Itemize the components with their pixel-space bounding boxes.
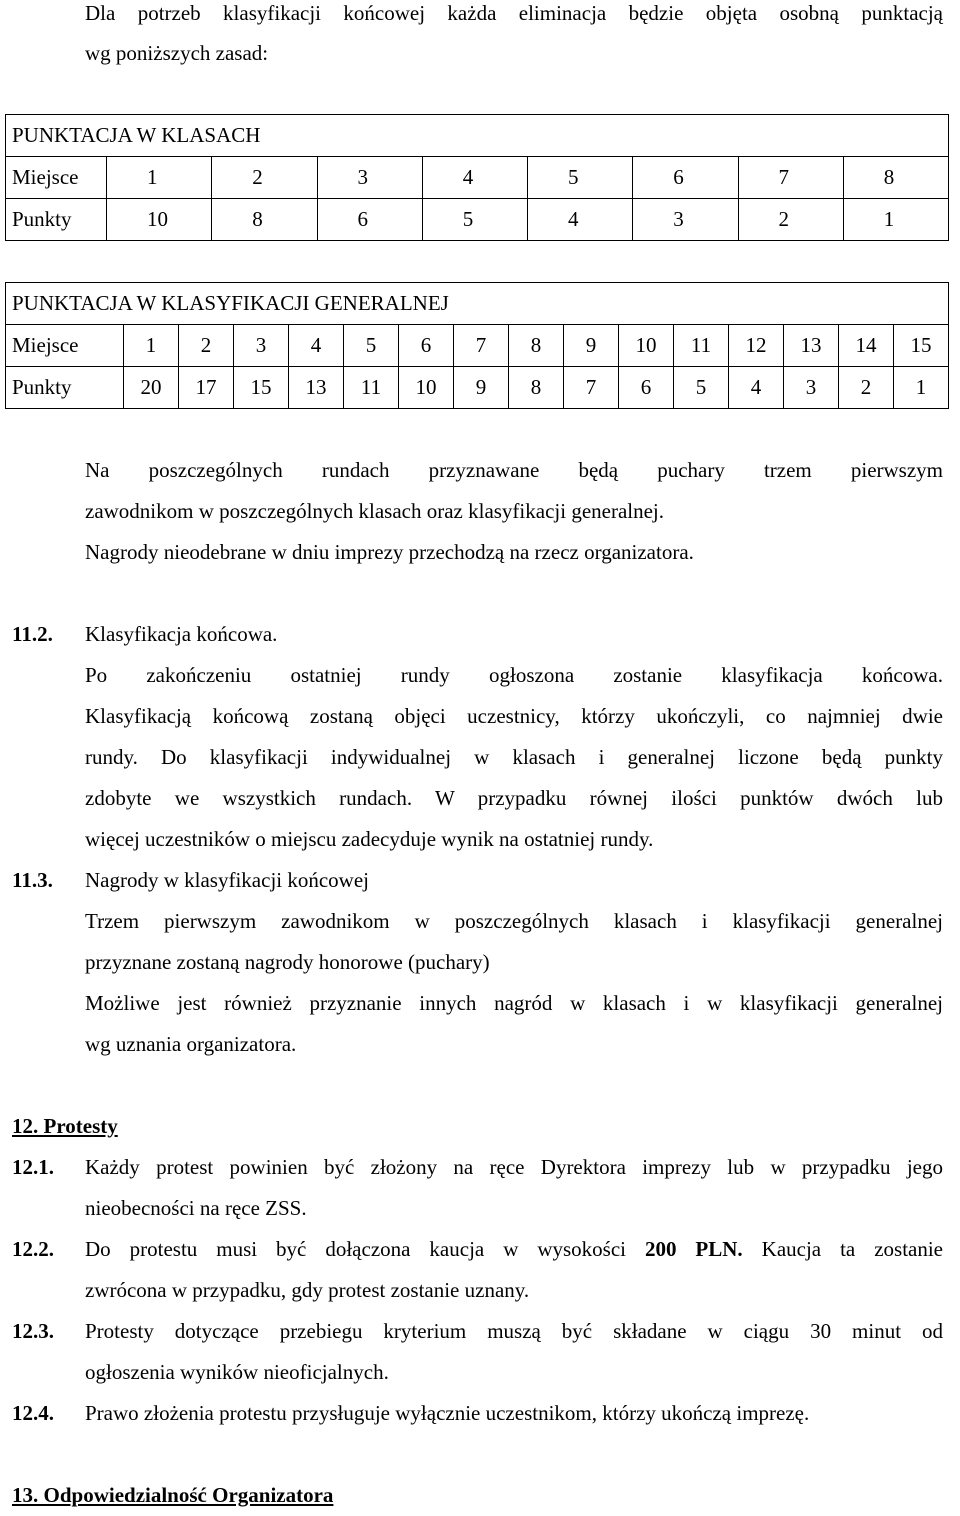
intro-line-2: wg poniższych zasad:	[85, 41, 269, 65]
table-cell: 5	[422, 199, 527, 241]
table-cell: 8	[212, 199, 317, 241]
table-cell: 7	[564, 367, 619, 409]
s12-3-line-1: Protesty dotyczące przebiegu kryterium muszą być składane w ciągu 30 minut od	[85, 1319, 943, 1343]
table-cell: 3	[633, 199, 738, 241]
table-cell: 2	[738, 199, 843, 241]
cups-line-1: Na poszczególnych rundach przyznawane będą puchary trzem pierwszym	[85, 458, 943, 482]
table-cell: 6	[633, 157, 738, 199]
intro-line-1: Dla potrzeb klasyfikacji końcowej każda eliminacja będzie objęta osobną punktacją	[85, 1, 943, 25]
section-heading: Nagrody w klasyfikacji końcowej	[85, 868, 370, 892]
table-cell: 5	[674, 367, 729, 409]
table-title-row	[6, 115, 949, 157]
table-cell: 11	[344, 367, 399, 409]
table-row	[6, 157, 949, 199]
table-cell: 3	[317, 157, 422, 199]
item-number: 12.3.	[12, 1319, 54, 1343]
s12-3-line-2: ogłoszenia wyników nieoficjalnych.	[85, 1360, 389, 1384]
row-label: Miejsce	[6, 157, 107, 199]
table-cell: 2	[212, 157, 317, 199]
table-row	[6, 367, 949, 409]
table-cell: 3	[234, 325, 289, 367]
table-cell: 7	[454, 325, 509, 367]
table-cell: 6	[619, 367, 674, 409]
s11-2-line-3: rundy. Do klasyfikacji indywidualnej w klasach i generalnej liczone będą punkty	[85, 745, 943, 769]
table-title: PUNKTACJA W KLASACH	[6, 115, 949, 157]
table-cell: 8	[843, 157, 948, 199]
s11-2-line-4: zdobyte we wszystkich rundach. W przypadku równej ilości punktów dwóch lub	[85, 786, 943, 810]
table-cell: 8	[509, 325, 564, 367]
table-cell: 1	[843, 199, 948, 241]
item-number: 12.4.	[12, 1401, 54, 1425]
row-label: Punkty	[6, 367, 124, 409]
table-cell: 4	[729, 367, 784, 409]
section-title-text: 13. Odpowiedzialność Organizatora	[12, 1483, 334, 1507]
table-cell: 8	[509, 367, 564, 409]
table-cell: 1	[107, 157, 212, 199]
table-cell: 2	[179, 325, 234, 367]
table-cell: 10	[107, 199, 212, 241]
table-cell: 6	[399, 325, 454, 367]
s11-3-line-3: Możliwe jest również przyznanie innych nagród w klasach i w klasyfikacji generalnej	[85, 991, 943, 1015]
table-cell: 13	[289, 367, 344, 409]
text-part: Do protestu musi być dołączona kaucja w wysokości	[85, 1237, 645, 1261]
table-cell: 7	[738, 157, 843, 199]
section-title-responsibility	[12, 1475, 333, 1516]
s12-4-line-1: Prawo złożenia protestu przysługuje wyłącznie uczestnikom, którzy ukończą imprezę.	[85, 1401, 810, 1425]
table-cell: 9	[564, 325, 619, 367]
item-number: 12.1.	[12, 1155, 54, 1179]
row-label: Miejsce	[6, 325, 124, 367]
table-cell: 14	[839, 325, 894, 367]
s12-1-line-1: Każdy protest powinien być złożony na ręce Dyrektora imprezy lub w przypadku jego	[85, 1155, 943, 1179]
s11-3-line-4: wg uznania organizatora.	[85, 1032, 297, 1056]
item-number: 12.2.	[12, 1237, 54, 1261]
table-cell: 6	[317, 199, 422, 241]
table-row	[6, 199, 949, 241]
points-classes-table	[5, 114, 949, 241]
section-heading: Klasyfikacja końcowa.	[85, 622, 278, 646]
table-cell: 5	[344, 325, 399, 367]
table-cell: 5	[528, 157, 633, 199]
table-cell: 4	[528, 199, 633, 241]
section-number: 11.2.	[12, 622, 53, 646]
table-cell: 2	[839, 367, 894, 409]
section-title-text: 12. Protesty	[12, 1114, 118, 1138]
row-label: Punkty	[6, 199, 107, 241]
table-cell: 17	[179, 367, 234, 409]
table-cell: 9	[454, 367, 509, 409]
points-general-table	[5, 282, 949, 409]
table-cell: 11	[674, 325, 729, 367]
text-part: Kaucja ta zostanie	[742, 1237, 944, 1261]
s11-3-line-2: przyznane zostaną nagrody honorowe (puchary)	[85, 950, 490, 974]
table-title-row	[6, 283, 949, 325]
table-cell: 4	[289, 325, 344, 367]
table-cell: 10	[399, 367, 454, 409]
table-row	[6, 325, 949, 367]
s12-2-line-2: zwrócona w przypadku, gdy protest zostanie uznany.	[85, 1278, 530, 1302]
section-number: 11.3.	[12, 868, 53, 892]
table-cell: 4	[422, 157, 527, 199]
table-cell: 13	[784, 325, 839, 367]
table-cell: 10	[619, 325, 674, 367]
s11-3-line-1: Trzem pierwszym zawodnikom w poszczególnych klasach i klasyfikacji generalnej	[85, 909, 943, 933]
deposit-amount: 200 PLN.	[644, 1237, 743, 1261]
table-cell: 20	[124, 367, 179, 409]
cups-line-2: zawodnikom w poszczególnych klasach oraz klasyfikacji generalnej.	[85, 499, 665, 523]
s11-2-line-2: Klasyfikacją końcową zostaną objęci uczestnicy, którzy ukończyli, co najmniej dwie	[85, 704, 943, 728]
s12-2-line-1	[85, 1229, 943, 1270]
table-cell: 12	[729, 325, 784, 367]
table-cell: 3	[784, 367, 839, 409]
table-cell: 1	[894, 367, 949, 409]
cups-line-3: Nagrody nieodebrane w dniu imprezy przechodzą na rzecz organizatora.	[85, 540, 694, 564]
table-cell: 1	[124, 325, 179, 367]
table-cell: 15	[234, 367, 289, 409]
table-title: PUNKTACJA W KLASYFIKACJI GENERALNEJ	[6, 283, 949, 325]
s11-2-line-5: więcej uczestników o miejscu zadecyduje wynik na ostatniej rundy.	[85, 827, 654, 851]
s12-1-line-2: nieobecności na ręce ZSS.	[85, 1196, 307, 1220]
table-cell: 15	[894, 325, 949, 367]
section-title-protests	[12, 1106, 118, 1147]
s11-2-line-1: Po zakończeniu ostatniej rundy ogłoszona zostanie klasyfikacja końcowa.	[85, 663, 943, 687]
